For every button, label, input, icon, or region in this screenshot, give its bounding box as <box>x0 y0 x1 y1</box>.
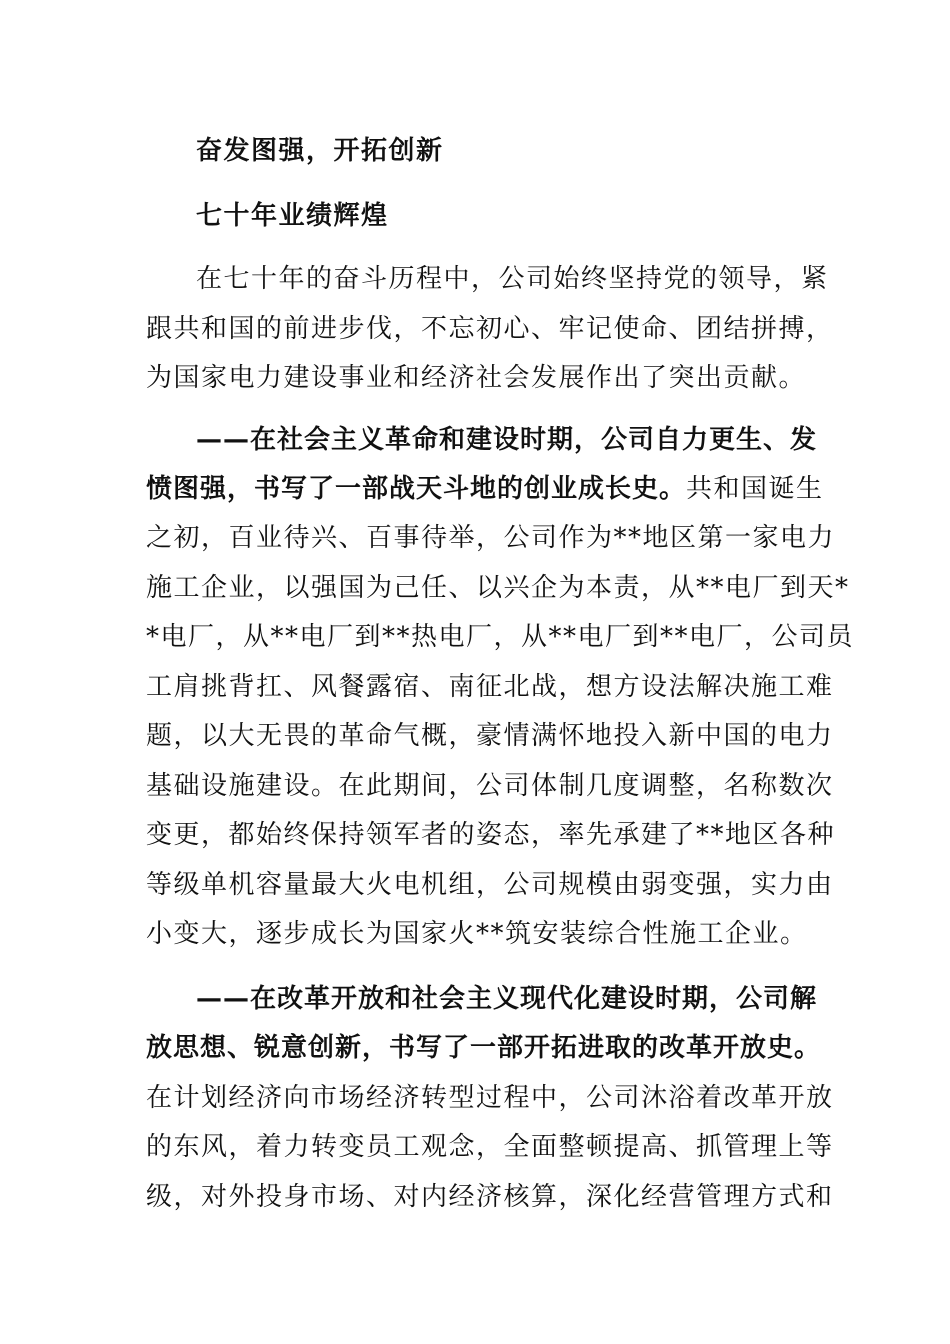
paragraph-3-line: 在计划经济向市场经济转型过程中，公司沐浴着改革开放 <box>146 1083 834 1113</box>
paragraph-1-line-3: 为国家电力建设事业和经济社会发展作出了突出贡献。 <box>146 363 807 393</box>
paragraph-1-line-1: 在七十年的奋斗历程中，公司始终坚持党的领导，紧 <box>196 264 829 294</box>
paragraph-3-lead-line-2: 放思想、锐意创新，书写了一部开拓进取的改革开放史。 <box>146 1033 822 1063</box>
paragraph-2-line: 之初，百业待兴、百事待举，公司作为**地区第一家电力 <box>146 523 836 553</box>
document-title: 奋发图强，开拓创新 <box>196 136 444 166</box>
paragraph-2-line: 小变大，逐步成长为国家火**筑安装综合性施工企业。 <box>146 919 808 949</box>
paragraph-2-line: 变更，都始终保持领军者的姿态，率先承建了**地区各种 <box>146 820 836 850</box>
paragraph-2-line: *电厂，从**电厂到**热电厂，从**电厂到**电厂，公司员 <box>146 622 855 652</box>
paragraph-2-line: 工肩挑背扛、风餐露宿、南征北战，想方设法解决施工难 <box>146 672 834 702</box>
paragraph-2-lead-line-1: ——在社会主义革命和建设时期，公司自力更生、发 <box>196 425 818 455</box>
paragraph-2-line: 等级单机容量最大火电机组，公司规模由弱变强，实力由 <box>146 870 834 900</box>
paragraph-3-lead-line-1: ——在改革开放和社会主义现代化建设时期，公司解 <box>196 984 818 1014</box>
paragraph-3-line: 级，对外投身市场、对内经济核算，深化经营管理方式和 <box>146 1182 834 1212</box>
paragraph-2-line: 基础设施建设。在此期间，公司体制几度调整，名称数次 <box>146 771 834 801</box>
paragraph-2-lead-bold: 愤图强，书写了一部战天斗地的创业成长史。 <box>146 474 687 504</box>
paragraph-1-line-2: 跟共和国的前进步伐，不忘初心、牢记使命、团结拼搏， <box>146 314 834 344</box>
paragraph-2-line-2 <box>146 473 824 505</box>
paragraph-2-lead-rest: 共和国诞生 <box>686 474 824 504</box>
paragraph-3-line: 的东风，着力转变员工观念，全面整顿提高、抓管理上等 <box>146 1132 834 1162</box>
paragraph-2-line: 施工企业，以强国为己任、以兴企为本责，从**电厂到天* <box>146 573 850 603</box>
section-heading: 七十年业绩辉煌 <box>196 201 389 231</box>
paragraph-2-line: 题，以大无畏的革命气概，豪情满怀地投入新中国的电力 <box>146 721 834 751</box>
